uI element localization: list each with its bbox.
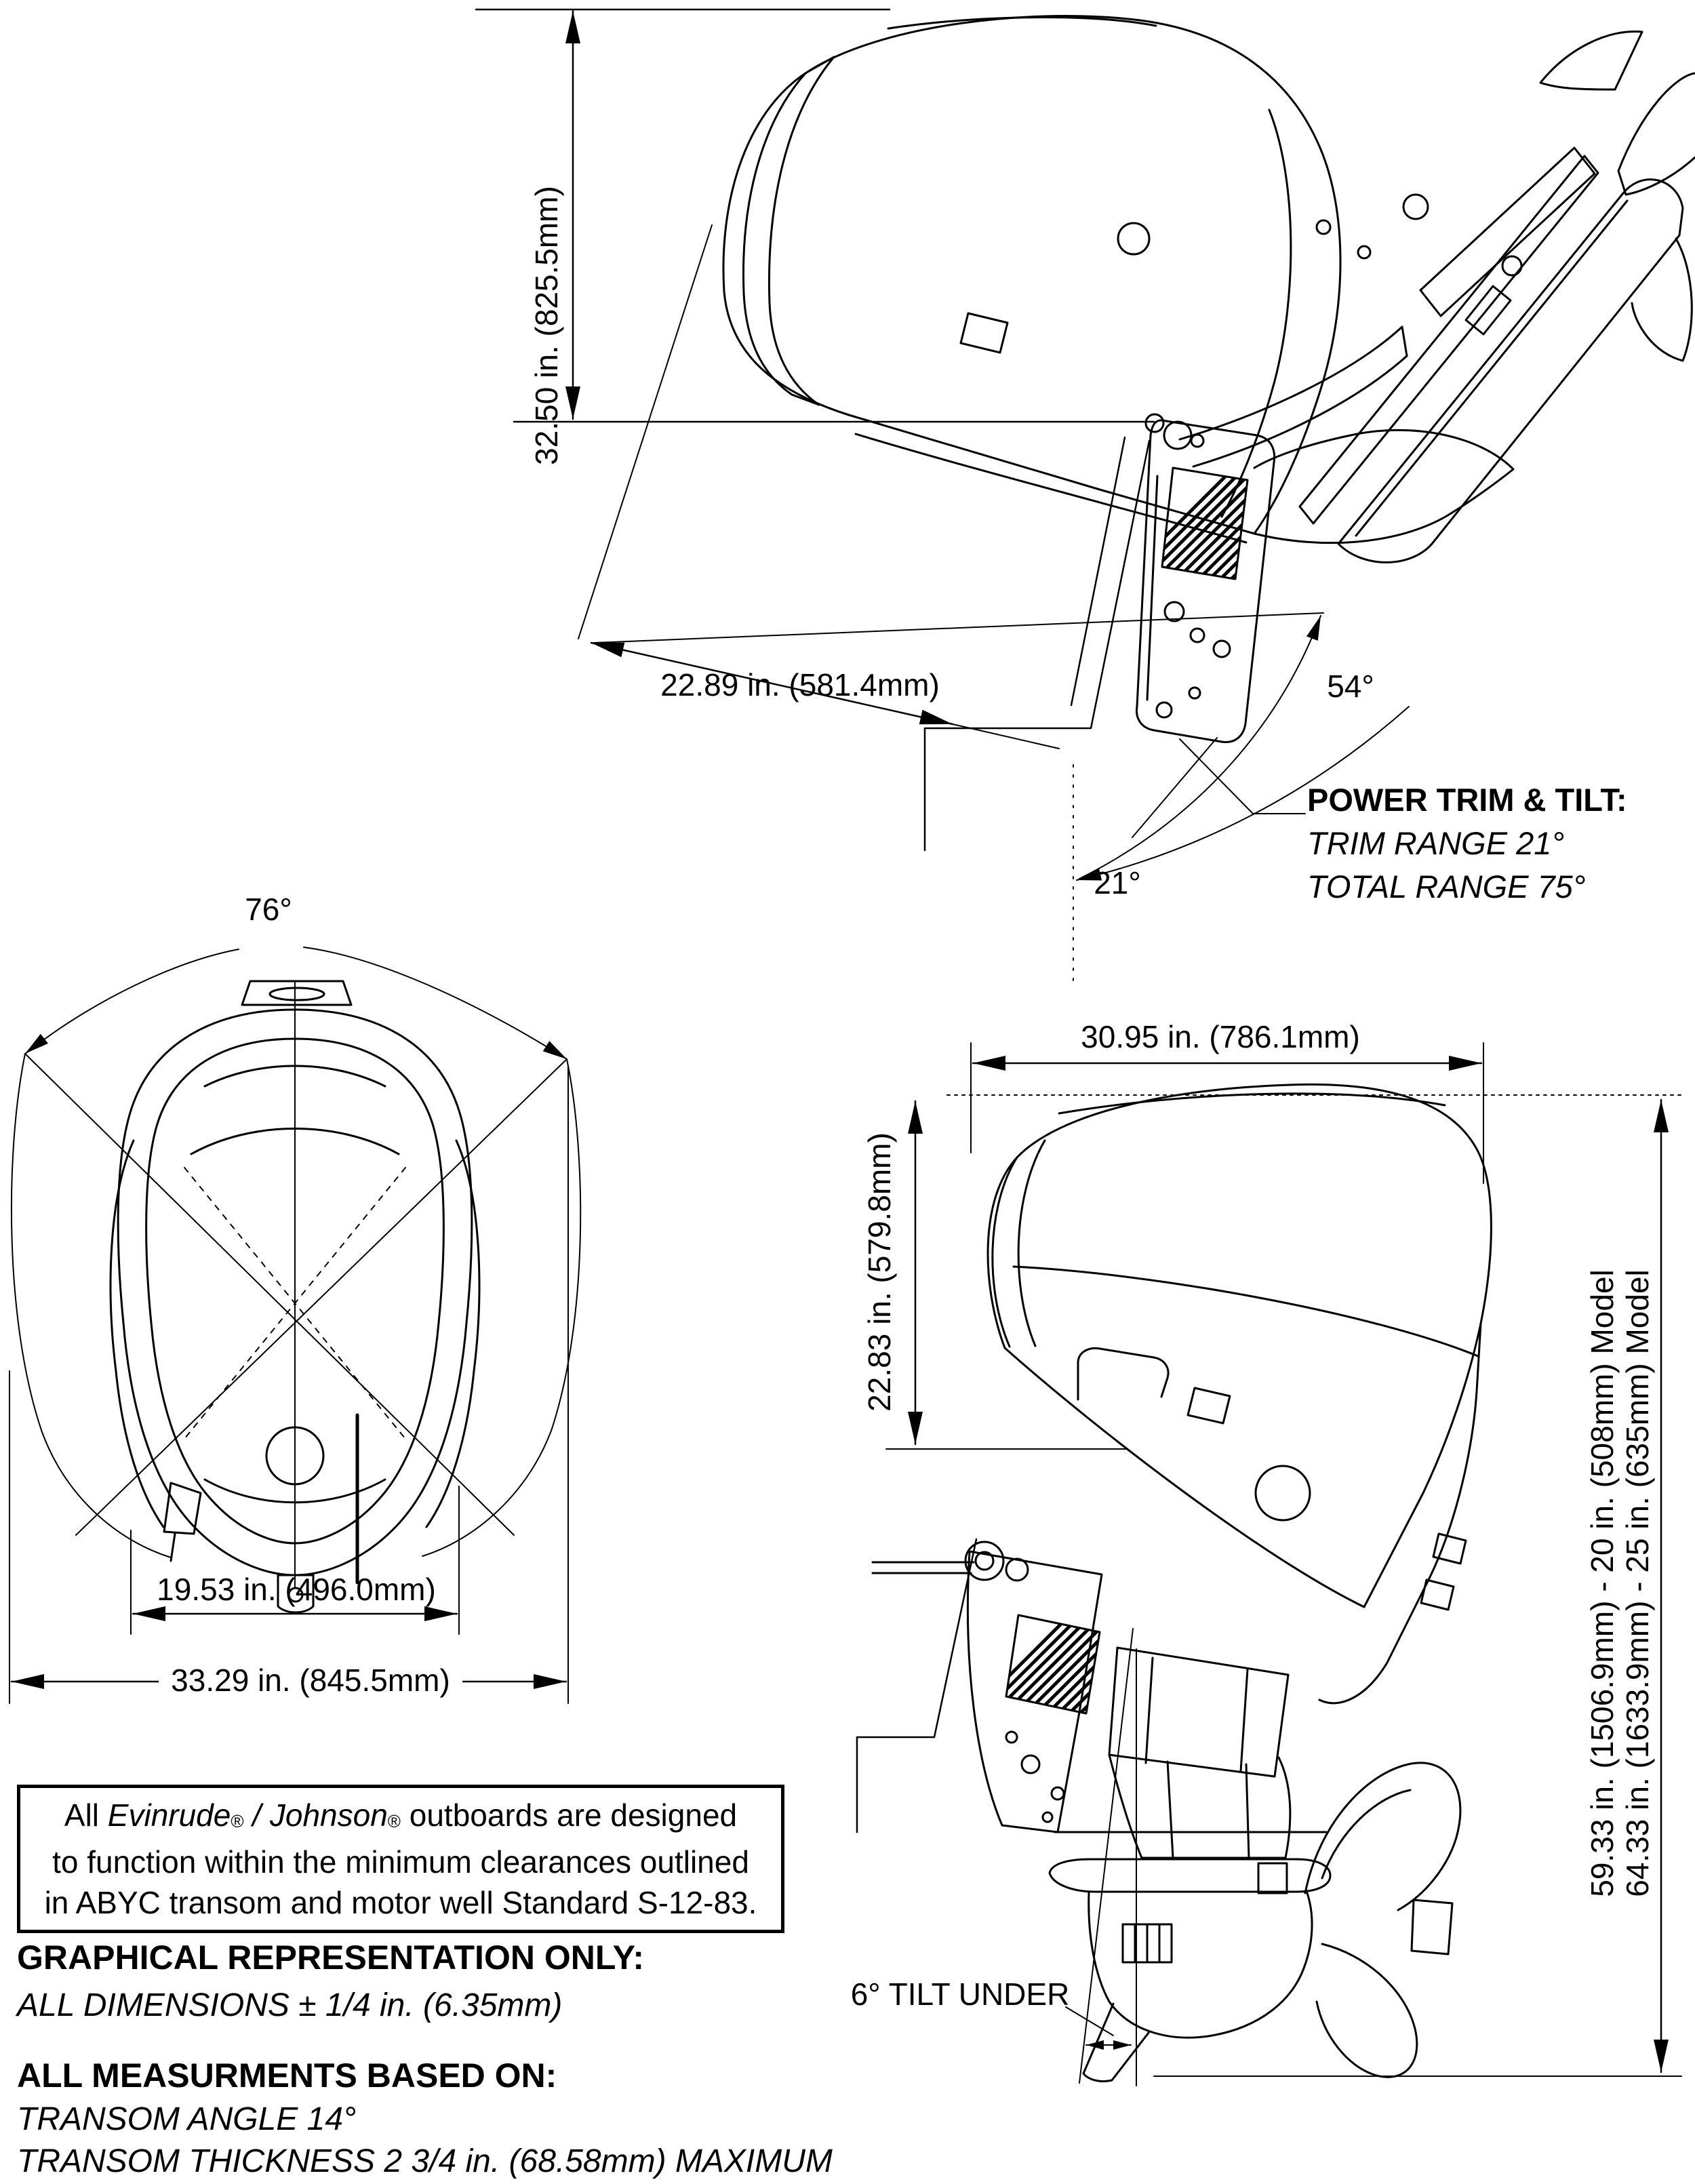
length-dim-label: 22.89 in. (581.4mm) bbox=[660, 667, 940, 702]
registered-mark: ® bbox=[387, 1811, 401, 1831]
side-length-dim-label: 30.95 in. (786.1mm) bbox=[1081, 1019, 1360, 1054]
steering-arc-right bbox=[304, 947, 567, 1059]
tilt-angle-label: 54° bbox=[1327, 669, 1374, 704]
brand-evinrude: Evinrude bbox=[107, 1798, 231, 1833]
overall-height-25-label: 64.33 in. (1633.9mm) - 25 in. (635mm) Model bbox=[1620, 1269, 1655, 1897]
transom-height-dim-label: 22.83 in. (579.8mm) bbox=[862, 1132, 897, 1412]
tilted-motor-drawing bbox=[723, 16, 1695, 850]
abyc-sep: / bbox=[243, 1798, 270, 1833]
skeg bbox=[1083, 2004, 1149, 2082]
antiventilation-plate-side bbox=[1050, 1859, 1330, 1892]
gearcase-side bbox=[1089, 1893, 1312, 2038]
transom-thickness-note: TRANSOM THICKNESS 2 3/4 in. (68.58mm) MAXIMUM bbox=[17, 2143, 833, 2179]
tilt-under-label: 6° TILT UNDER bbox=[850, 1977, 1070, 2012]
propeller-tilted bbox=[1618, 73, 1695, 195]
side-view-dimensions bbox=[886, 1043, 1681, 2086]
power-trim-title: POWER TRIM & TILT: bbox=[1307, 782, 1627, 818]
abyc-pre: All bbox=[64, 1798, 108, 1833]
steering-fan-left bbox=[12, 1054, 171, 1557]
cowling-side-outline bbox=[988, 1084, 1491, 1607]
propeller-side bbox=[1305, 1763, 1460, 1910]
graphical-representation-title: GRAPHICAL REPRESENTATION ONLY: bbox=[17, 1939, 645, 1977]
steering-angle-label: 76° bbox=[245, 892, 292, 927]
abyc-note-box bbox=[17, 1785, 784, 1933]
steering-chords bbox=[25, 1054, 567, 1535]
registered-mark: ® bbox=[231, 1811, 244, 1831]
cowl-handle bbox=[1078, 1348, 1168, 1399]
abyc-line3: in ABYC transom and motor well Standard S-12-83. bbox=[44, 1885, 757, 1920]
steering-fan-right bbox=[422, 1059, 580, 1556]
overall-height-20-label: 59.33 in. (1506.9mm) - 20 in. (508mm) Model bbox=[1584, 1269, 1620, 1897]
height-dim-label: 32.50 in. (825.5mm) bbox=[529, 186, 564, 465]
power-trim-tilt-note bbox=[1307, 778, 1627, 909]
length-extension-line bbox=[578, 225, 712, 639]
width-dim-label: 19.53 in. (496.0mm) bbox=[157, 1572, 436, 1607]
measurements-based-on-title: ALL MEASURMENTS BASED ON: bbox=[17, 2057, 557, 2094]
transom-angle-note: TRANSOM ANGLE 14° bbox=[17, 2101, 357, 2137]
cowl-side-emblem bbox=[1256, 1466, 1310, 1520]
transom-outline-side bbox=[857, 1539, 976, 1832]
transom-outline-tilted bbox=[925, 437, 1149, 850]
side-view-drawing bbox=[857, 1084, 1491, 2081]
dimensions-tolerance-note: ALL DIMENSIONS ± 1/4 in. (6.35mm) bbox=[17, 1987, 563, 2023]
steering-arm bbox=[1180, 327, 1407, 466]
cowl-emblem bbox=[1118, 223, 1149, 254]
swing-width-dim-label: 33.29 in. (845.5mm) bbox=[159, 1663, 462, 1697]
power-trim-line2: TOTAL RANGE 75° bbox=[1307, 869, 1586, 905]
trim-angle-label: 21° bbox=[1094, 865, 1141, 900]
brand-johnson: Johnson bbox=[269, 1798, 388, 1833]
abyc-line1-end: outboards are designed bbox=[400, 1798, 738, 1833]
power-trim-line1: TRIM RANGE 21° bbox=[1307, 825, 1565, 861]
tilt-tube bbox=[873, 1562, 974, 1573]
steering-arc-left bbox=[25, 949, 239, 1054]
power-trim-leader bbox=[1132, 738, 1305, 837]
tilt-reference-line bbox=[594, 613, 1323, 643]
tilted-view-dimensions bbox=[476, 9, 1409, 982]
abyc-line2: to function within the minimum clearances outlined bbox=[52, 1844, 749, 1880]
cowl-vent bbox=[961, 313, 1008, 353]
top-view-drawing bbox=[111, 981, 479, 1612]
cowling-outline bbox=[723, 16, 1340, 534]
